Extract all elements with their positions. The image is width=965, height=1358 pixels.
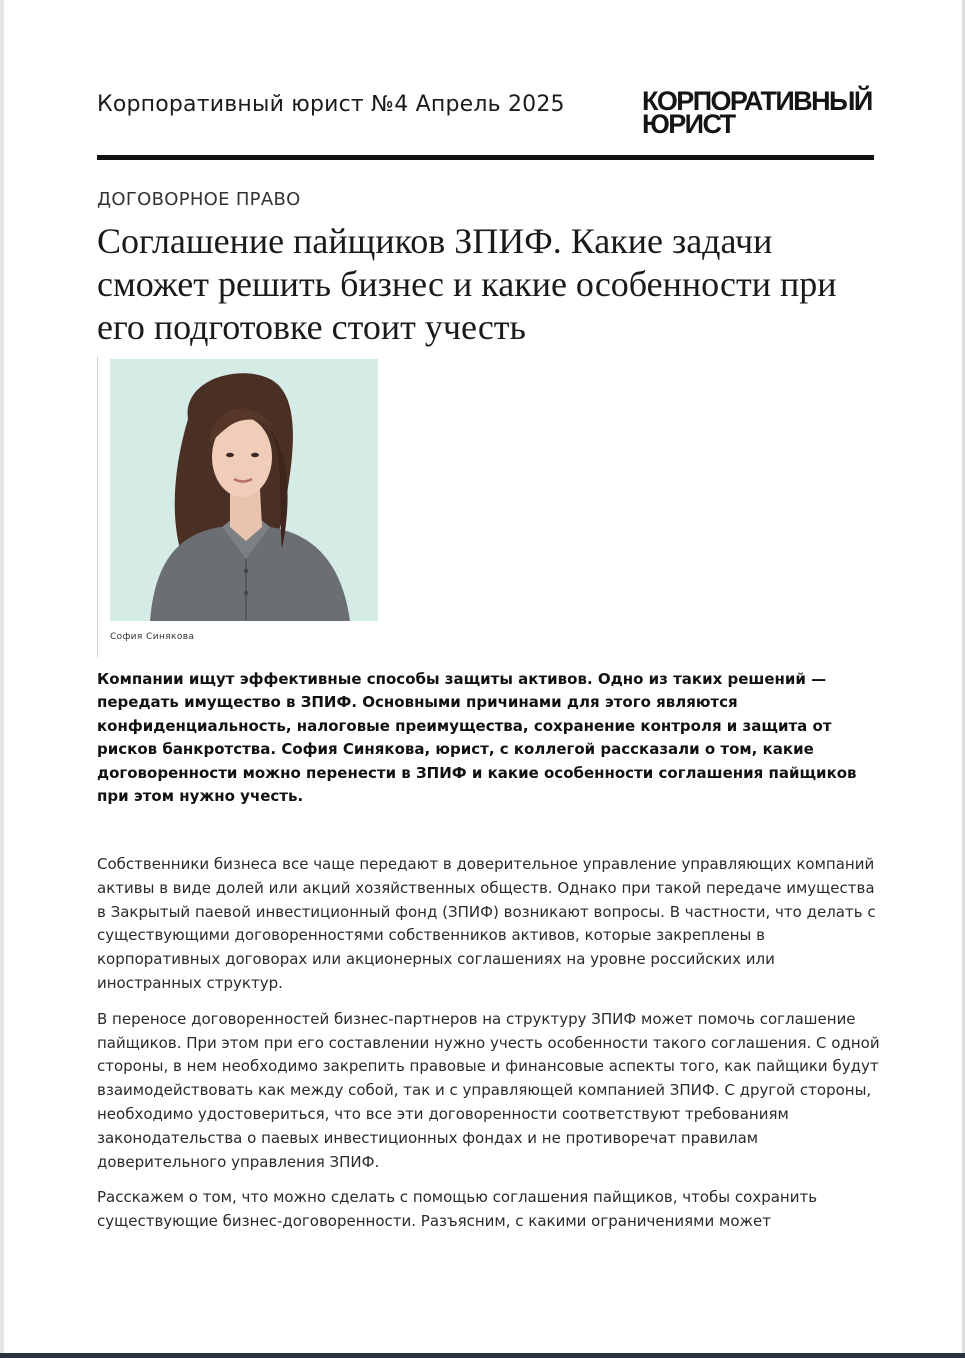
magazine-logo: [642, 86, 874, 139]
page-bottom-bar: [0, 1353, 965, 1358]
body-paragraph: Собственники бизнеса все чаще передают в доверительное управление управляющих компаний активы в виде долей или акций хозяйственных обществ. Однако при такой передаче имущества в Закрытый паевой инвестиционный фонд (ЗПИФ) возникают вопросы. В частности, что делать с существующими договоренностями собственников активов, которые закреплены в корпоративных договорах или акционерных соглашениях на уровне российских или иностранных структур.: [97, 855, 876, 992]
page-left-edge: [0, 0, 4, 1358]
article-body: [97, 853, 882, 1246]
logo-line-1: КОРПОРАТИВНЫЙ: [642, 86, 872, 116]
logo-line-2: ЮРИСТ: [642, 109, 735, 139]
header-divider: [97, 155, 874, 160]
body-paragraph: Расскажем о том, что можно сделать с помощью соглашения пайщиков, чтобы сохранить существующие бизнес-договоренности. Разъясним, с какими ограничениями может: [97, 1188, 818, 1231]
article-lead: Компании ищут эффективные способы защиты активов. Одно из таких решений — передать имущество в ЗПИФ. Основными причинами для этого являются конфиденциальность, налоговые преимущества, сохранение контроля и защита от рисков банкротства. София Синякова, юрист, с коллегой рассказали о том, какие договоренности можно перенести в ЗПИФ и какие особенности соглашения пайщиков при этом нужно учесть.: [97, 670, 857, 806]
article-title: Соглашение пайщиков ЗПИФ. Какие задачи сможет решить бизнес и какие особенности при его подготовке стоит учесть: [97, 221, 837, 347]
issue-header: Корпоративный юрист №4 Апрель 2025: [97, 92, 565, 117]
photo-caption: София Синякова: [110, 632, 195, 642]
body-paragraph: В переносе договоренностей бизнес-партнеров на структуру ЗПИФ может помочь соглашение пайщиков. При этом при его составлении нужно учесть особенности такого соглашения. С одной стороны, в нем необходимо закрепить правовые и финансовые аспекты того, как пайщики будут взаимодействовать как между собой, так и с управляющей компанией ЗПИФ. С другой стороны, необходимо удостовериться, что все эти договоренности соответствуют требованиям законодательства о паевых инвестиционных фондах и не противоречат правилам доверительного управления ЗПИФ.: [97, 1009, 880, 1171]
author-photo-block: [97, 357, 858, 657]
section-label: ДОГОВОРНОЕ ПРАВО: [97, 189, 301, 210]
author-photo: [110, 359, 378, 621]
